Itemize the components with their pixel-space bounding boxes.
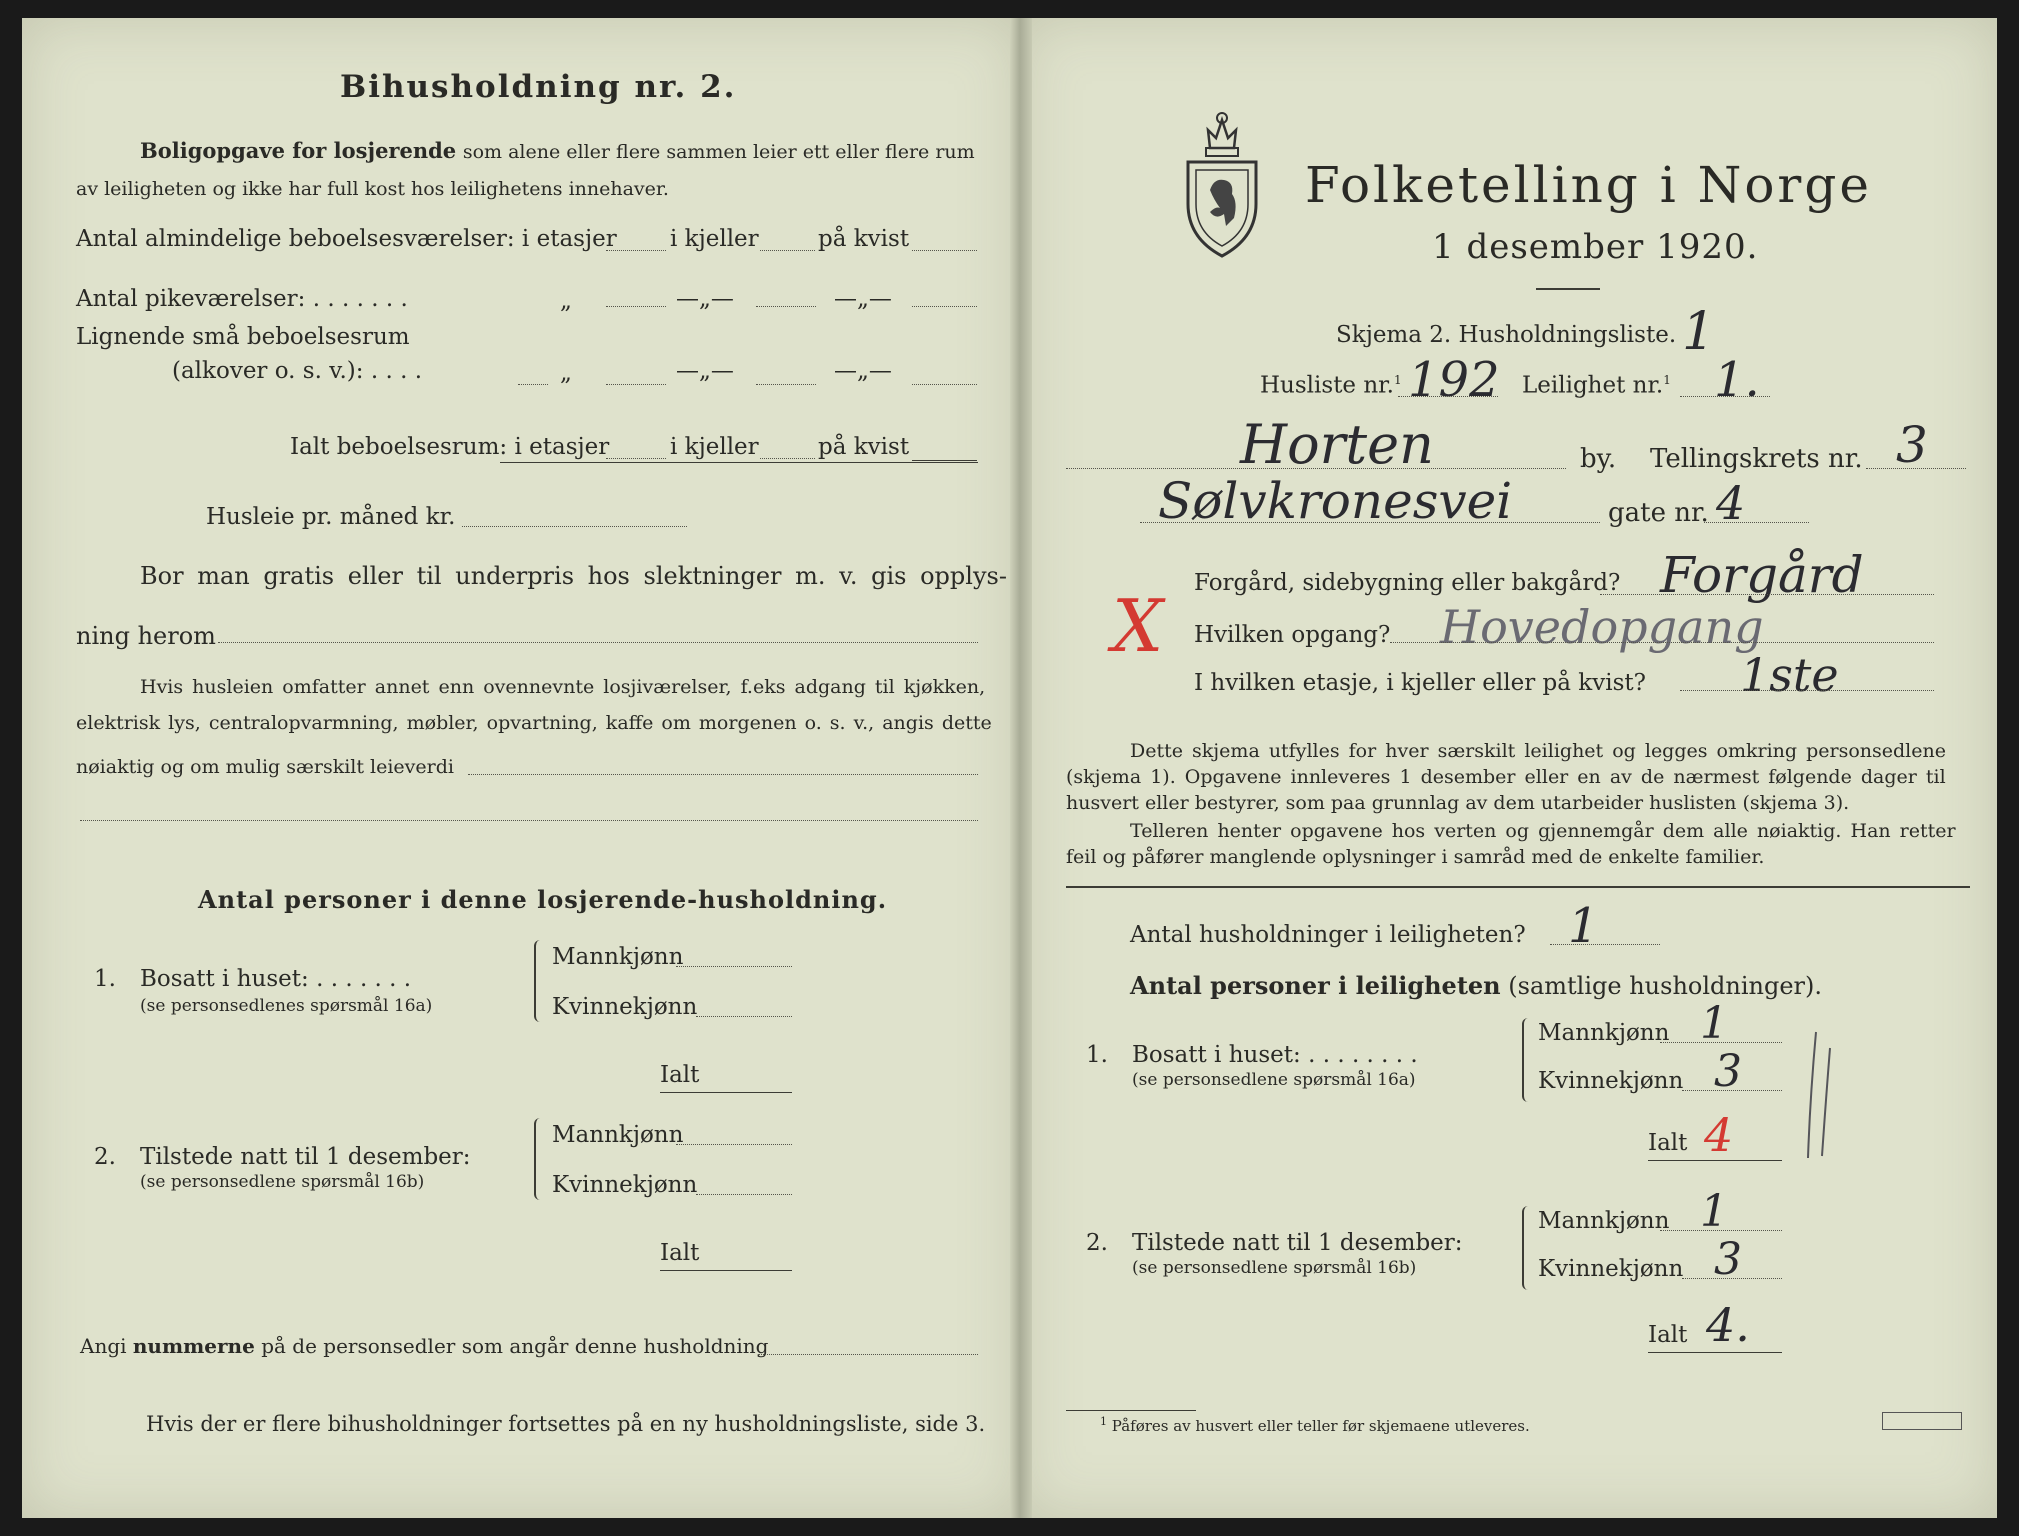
right-q1-mann-line bbox=[1660, 1042, 1782, 1043]
right-q2-kvinne: Kvinnekjønn bbox=[1538, 1256, 1684, 1282]
hvis-line2: elektrisk lys, centralopvarmning, møbler, opvartning, kaffe om morgenen o. s. v., angis dette bbox=[76, 712, 992, 734]
lignende-line-0 bbox=[518, 384, 548, 385]
right-q2-mann: Mannkjønn bbox=[1538, 1208, 1670, 1234]
antal-hush-label: Antal husholdninger i leiligheten? bbox=[1130, 922, 1526, 948]
opgang-hw: Hovedopgang bbox=[1440, 600, 1764, 654]
left-q2-ialt-line bbox=[660, 1270, 792, 1271]
pike-line-3 bbox=[912, 306, 977, 307]
gate-nr-line bbox=[1704, 522, 1809, 523]
by-line bbox=[1066, 468, 1566, 469]
right-q2-ialt-hw: 4. bbox=[1706, 1298, 1750, 1352]
left-q2-mann: Mannkjønn bbox=[552, 1122, 684, 1148]
antal-pers-bold: Antal personer i leiligheten bbox=[1130, 971, 1501, 1000]
right-q1-kvinne-hw: 3 bbox=[1714, 1046, 1742, 1097]
dette-line3: husvert eller bestyrer, som paa grunnlag av dem utarbeider huslisten (skjema 3). bbox=[1066, 792, 1850, 814]
rooms-etasjer-line bbox=[606, 250, 666, 251]
left-q2-sub: (se personsedlene spørsmål 16b) bbox=[140, 1172, 425, 1192]
left-q1-kvinne-line bbox=[696, 1016, 792, 1017]
rooms-kjeller-label: i kjeller bbox=[670, 226, 759, 252]
antal-hush-line bbox=[1550, 944, 1660, 945]
ialt-rooms-label: Ialt beboelsesrum: i etasjer bbox=[290, 434, 610, 460]
intro-bold: Boligopgave for losjerende bbox=[140, 138, 457, 163]
lignende-line-2 bbox=[756, 384, 816, 385]
left-q1-ialt: Ialt bbox=[660, 1062, 700, 1088]
rooms-label: Antal almindelige beboelsesværelser: i etasjer bbox=[76, 226, 617, 252]
left-q2-num: 2. bbox=[94, 1144, 116, 1170]
lignende-ditto-3: —„— bbox=[834, 358, 892, 384]
leilighet-hw: 1. bbox=[1714, 352, 1760, 408]
intro-rest: som alene eller flere sammen leier ett eller flere rum bbox=[462, 141, 975, 163]
right-date: 1 desember 1920. bbox=[1432, 227, 1759, 267]
gratis-line bbox=[218, 642, 978, 643]
husliste-hw: 192 bbox=[1408, 352, 1500, 408]
gratis-line2: ning herom bbox=[76, 622, 216, 650]
ialt-kjeller-label: i kjeller bbox=[670, 434, 759, 460]
pike-label: Antal pikeværelser: . . . . . . . bbox=[76, 286, 408, 312]
lignende-line-1 bbox=[606, 384, 666, 385]
pike-line-1 bbox=[606, 306, 666, 307]
forgaard-hw: Forgård bbox=[1660, 546, 1864, 604]
opgang-label: Hvilken opgang? bbox=[1194, 622, 1391, 648]
lignende-line1: Lignende små beboelsesrum bbox=[76, 324, 410, 350]
ialt-etasjer-line bbox=[606, 458, 666, 459]
pike-ditto-3: —„— bbox=[834, 286, 892, 312]
hvis-line1: Hvis husleien omfatter annet enn ovennevnte losjiværelser, f.eks adgang til kjøkken, bbox=[140, 676, 986, 698]
leilighet-line bbox=[1680, 396, 1770, 397]
antal-pers-rest: (samtlige husholdninger). bbox=[1508, 972, 1823, 1000]
right-title: Folketelling i Norge bbox=[1305, 156, 1872, 214]
gate-label: gate nr. bbox=[1608, 498, 1709, 528]
skjema-hw: 1 bbox=[1682, 302, 1716, 362]
gate-line bbox=[1140, 522, 1600, 523]
lignende-ditto: „ bbox=[560, 360, 572, 386]
red-x-mark: X bbox=[1112, 584, 1164, 668]
printer-stamp-box bbox=[1882, 1412, 1962, 1430]
right-q1-sub: (se personsedlene spørsmål 16a) bbox=[1132, 1070, 1416, 1090]
opgang-line bbox=[1390, 642, 1934, 643]
dette-line1: Dette skjema utfylles for hver særskilt leilighet og legges omkring personsedlene bbox=[1130, 740, 1946, 762]
footnote-num: 1 bbox=[1100, 1415, 1107, 1428]
forgaard-label: Forgård, sidebygning eller bakgård? bbox=[1194, 570, 1621, 596]
rooms-kvist-label: på kvist bbox=[818, 226, 910, 252]
footnote-text: Påføres av husvert eller teller før skjemaene utleveres. bbox=[1111, 1417, 1530, 1435]
angi-line bbox=[758, 1354, 978, 1355]
left-antal-title: Antal personer i denne losjerende-husholdning. bbox=[198, 885, 888, 914]
right-q2-mann-hw: 1 bbox=[1700, 1186, 1728, 1237]
left-q1-num: 1. bbox=[94, 966, 116, 992]
coat-of-arms-icon bbox=[1180, 108, 1264, 260]
left-q2-label: Tilstede natt til 1 desember: bbox=[140, 1144, 471, 1170]
right-q2-mann-line bbox=[1660, 1230, 1782, 1231]
etasje-hw: 1ste bbox=[1740, 648, 1839, 702]
hvis-line-b bbox=[80, 820, 978, 821]
ialt-kjeller-line bbox=[760, 458, 815, 459]
pike-ditto-2: —„— bbox=[676, 286, 734, 312]
angi-pre: Angi bbox=[80, 1334, 127, 1358]
right-q1-ialt: Ialt bbox=[1648, 1130, 1688, 1156]
gate-hw: Sølvkronesvei bbox=[1158, 472, 1513, 530]
lignende-ditto-2: —„— bbox=[676, 358, 734, 384]
rooms-kvist-line bbox=[912, 250, 977, 251]
ialt-kvist-label: på kvist bbox=[818, 434, 910, 460]
left-footer: Hvis der er flere bihusholdninger fortsettes på en ny husholdningsliste, side 3. bbox=[146, 1412, 986, 1436]
left-q1-kvinne: Kvinnekjønn bbox=[552, 994, 698, 1020]
krets-line bbox=[1866, 468, 1966, 469]
right-q2-kvinne-line bbox=[1682, 1278, 1782, 1279]
angi-bold: nummerne bbox=[132, 1334, 255, 1358]
right-q2-label: Tilstede natt til 1 desember: bbox=[1132, 1230, 1463, 1256]
left-q2-ialt: Ialt bbox=[660, 1240, 700, 1266]
right-q1-mann-hw: 1 bbox=[1700, 998, 1728, 1049]
husliste-label: Husliste nr. bbox=[1260, 372, 1394, 399]
right-q1-kvinne: Kvinnekjønn bbox=[1538, 1068, 1684, 1094]
teller-line2: feil og påfører manglende oplysninger i samråd med de enkelte familier. bbox=[1066, 846, 1765, 868]
lignende-line-3 bbox=[912, 384, 977, 385]
teller-line1: Telleren henter opgavene hos verten og gjennemgår dem alle nøiaktig. Han retter bbox=[1130, 820, 1956, 842]
etasje-line bbox=[1680, 690, 1934, 691]
left-q1-mann: Mannkjønn bbox=[552, 944, 684, 970]
right-q1-mann: Mannkjønn bbox=[1538, 1020, 1670, 1046]
forgaard-line bbox=[1600, 594, 1934, 595]
leilighet-label: Leilighet nr. bbox=[1522, 372, 1664, 399]
left-q2-mann-line bbox=[676, 1144, 792, 1145]
lignende-line2: (alkover o. s. v.): . . . . bbox=[172, 358, 423, 384]
right-q2-ialt-line bbox=[1648, 1352, 1782, 1353]
husliste-line bbox=[1398, 396, 1498, 397]
leilighet-sup: 1 bbox=[1663, 373, 1671, 387]
left-q2-kvinne: Kvinnekjønn bbox=[552, 1172, 698, 1198]
rooms-kjeller-line bbox=[760, 250, 815, 251]
right-q2-num: 2. bbox=[1086, 1230, 1108, 1256]
left-q1-brace bbox=[534, 940, 546, 1022]
right-q1-brace bbox=[1522, 1018, 1534, 1102]
pike-ditto: „ bbox=[560, 288, 572, 314]
left-q1-mann-line bbox=[676, 966, 792, 967]
page-fold bbox=[1010, 18, 1032, 1518]
etasje-label: I hvilken etasje, i kjeller eller på kvist? bbox=[1194, 670, 1646, 696]
left-q1-label: Bosatt i huset: . . . . . . . bbox=[140, 966, 412, 992]
krets-hw: 3 bbox=[1896, 416, 1928, 474]
left-q1-sub: (se personsedlenes spørsmål 16a) bbox=[140, 996, 433, 1016]
right-q2-kvinne-hw: 3 bbox=[1714, 1234, 1742, 1285]
dette-line2: (skjema 1). Opgavene innleveres 1 desember eller en av de nærmest følgende dager til bbox=[1066, 766, 1946, 788]
section-rule bbox=[1066, 886, 1970, 888]
left-q2-brace bbox=[534, 1118, 546, 1200]
krets-label: Tellingskrets nr. bbox=[1650, 444, 1863, 474]
hvis-line3: nøiaktig og om mulig særskilt leieverdi bbox=[76, 756, 454, 778]
angi-post: på de personsedler som angår denne husholdning bbox=[261, 1334, 769, 1358]
husleie-line bbox=[462, 526, 687, 527]
right-q2-brace bbox=[1522, 1206, 1534, 1290]
ialt-underline bbox=[500, 462, 978, 463]
right-q2-ialt: Ialt bbox=[1648, 1322, 1688, 1348]
right-q2-sub: (se personsedlene spørsmål 16b) bbox=[1132, 1258, 1417, 1278]
date-rule bbox=[1536, 288, 1600, 290]
antal-hush-hw: 1 bbox=[1568, 898, 1599, 954]
by-hw: Horten bbox=[1240, 413, 1434, 476]
husliste-sup: 1 bbox=[1393, 373, 1402, 387]
right-q1-ialt-hw: 4 bbox=[1704, 1108, 1734, 1162]
left-q2-kvinne-line bbox=[696, 1194, 792, 1195]
skjema-label: Skjema 2. Husholdningsliste. bbox=[1336, 322, 1677, 348]
gate-nr-hw: 4 bbox=[1716, 476, 1746, 530]
pike-line-2 bbox=[756, 306, 816, 307]
footnote-rule bbox=[1066, 1410, 1196, 1411]
intro-line2: av leiligheten og ikke har full kost hos leilighetens innehaver. bbox=[76, 178, 669, 200]
right-q1-num: 1. bbox=[1086, 1042, 1108, 1068]
right-q1-ialt-line bbox=[1648, 1160, 1782, 1161]
by-label: by. bbox=[1580, 444, 1617, 474]
right-q1-kvinne-line bbox=[1682, 1090, 1782, 1091]
gratis-line1: Bor man gratis eller til underpris hos slektninger m. v. gis opplys- bbox=[140, 562, 1007, 590]
check-stroke-icon bbox=[1796, 1028, 1836, 1168]
hvis-line-a bbox=[468, 774, 978, 775]
left-q1-ialt-line bbox=[660, 1092, 792, 1093]
husleie-label: Husleie pr. måned kr. bbox=[206, 504, 456, 530]
ialt-kvist-line bbox=[912, 460, 977, 461]
right-q1-label: Bosatt i huset: . . . . . . . . bbox=[1132, 1042, 1418, 1068]
left-title: Bihusholdning nr. 2. bbox=[340, 69, 737, 105]
